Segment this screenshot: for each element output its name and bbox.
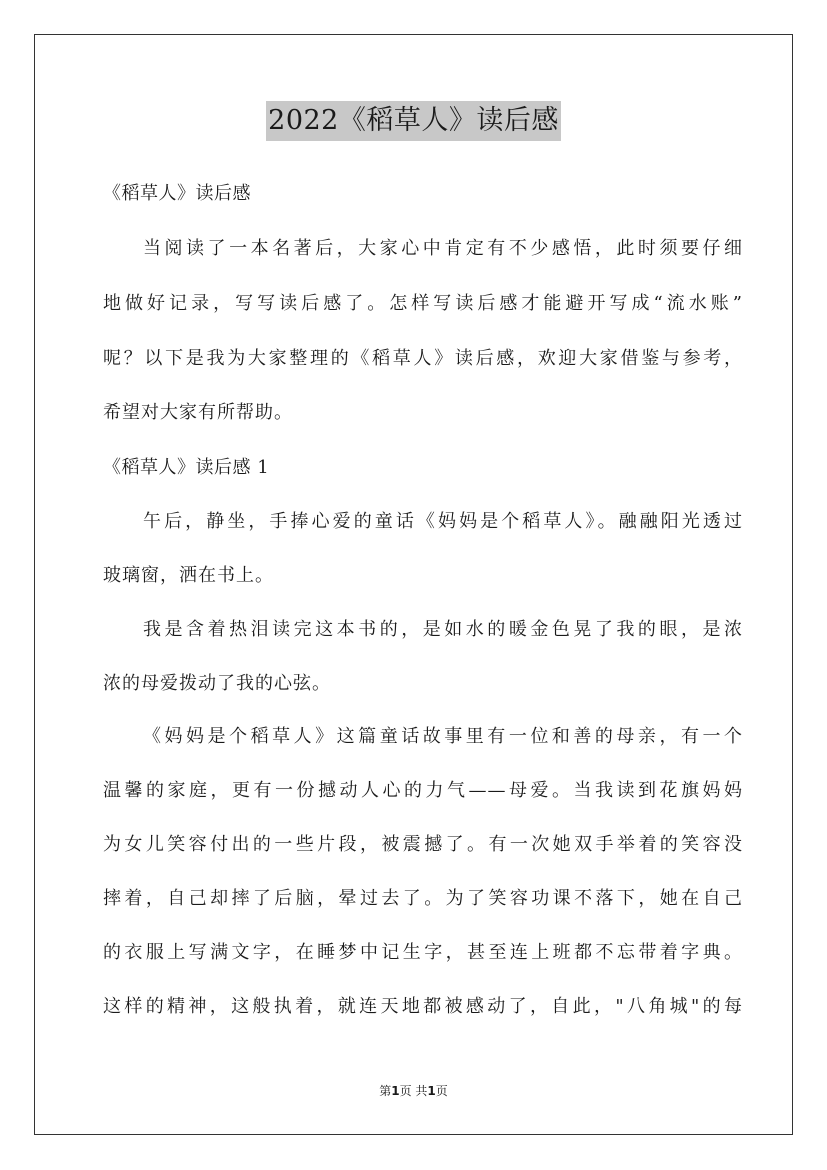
footer-page-suffix: 页 bbox=[435, 1084, 448, 1098]
title-container bbox=[0, 101, 827, 141]
para1-line-2: 玻璃窗，洒在书上。 bbox=[103, 565, 274, 586]
intro-line-4: 希望对大家有所帮助。 bbox=[103, 402, 293, 423]
para3-line-6: 这样的精神，这般执着，就连天地都被感动了，自此，"八角城"的每 bbox=[103, 996, 743, 1017]
footer-page-prefix: 第 bbox=[379, 1084, 392, 1098]
para3-line-2: 温馨的家庭，更有一份撼动人心的力气——母爱。当我读到花旗妈妈 bbox=[103, 780, 743, 801]
para2-line-1: 我是含着热泪读完这本书的，是如水的暖金色晃了我的眼，是浓 bbox=[143, 619, 743, 640]
intro-line-3: 呢？以下是我为大家整理的《稻草人》读后感，欢迎大家借鉴与参考， bbox=[103, 348, 743, 369]
para1-line-1: 午后，静坐，手捧心爱的童话《妈妈是个稻草人》。融融阳光透过 bbox=[143, 511, 743, 532]
para3-line-4: 摔着，自己却摔了后脑，晕过去了。为了笑容功课不落下，她在自己 bbox=[103, 888, 743, 909]
intro-line-2: 地做好记录，写写读后感了。怎样写读后感才能避开写成“流水账” bbox=[103, 293, 743, 314]
para2-line-2: 浓的母爱拨动了我的心弦。 bbox=[103, 673, 331, 694]
para3-line-3: 为女儿笑容付出的一些片段，被震撼了。有一次她双手举着的笑容没 bbox=[103, 834, 743, 855]
page-footer bbox=[0, 1083, 827, 1099]
document-title: 2022《稻草人》读后感 bbox=[266, 101, 561, 141]
footer-page-total: 1 bbox=[427, 1084, 436, 1098]
footer-page-current: 1 bbox=[391, 1084, 400, 1098]
section-heading: 《稻草人》读后感 1 bbox=[103, 457, 270, 478]
subheading: 《稻草人》读后感 bbox=[103, 183, 251, 204]
para3-line-5: 的衣服上写满文字，在睡梦中记生字，甚至连上班都不忘带着字典。 bbox=[103, 942, 743, 963]
para3-line-1: 《妈妈是个稻草人》这篇童话故事里有一位和善的母亲，有一个 bbox=[143, 726, 743, 747]
footer-page-mid: 页 共 bbox=[399, 1084, 428, 1098]
intro-line-1: 当阅读了一本名著后，大家心中肯定有不少感悟，此时须要仔细 bbox=[143, 238, 743, 259]
